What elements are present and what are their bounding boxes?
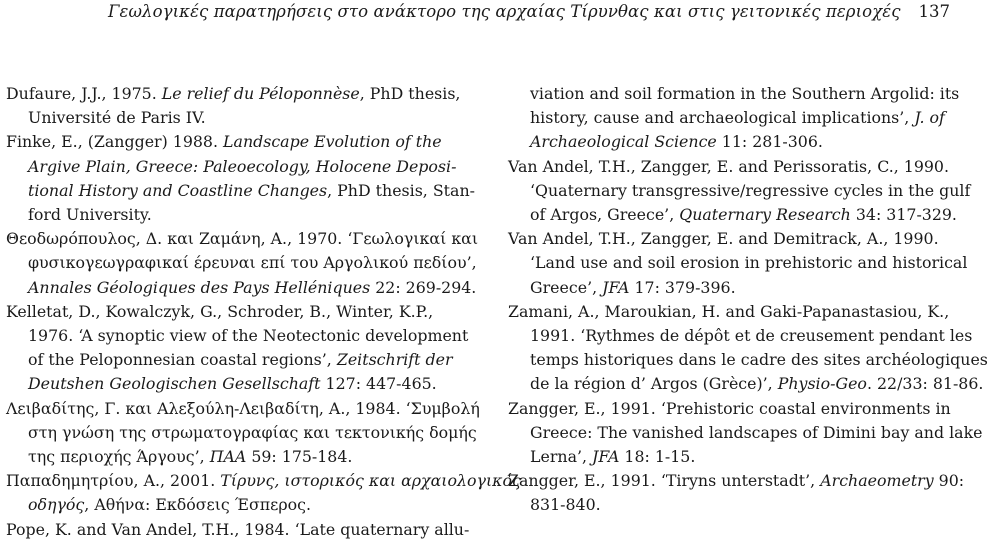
reference-line <box>6 348 466 372</box>
reference-entry <box>6 130 475 227</box>
reference-text-italic: JFA <box>592 447 620 467</box>
reference-text: της περιοχής Άργους’, <box>28 447 210 467</box>
reference-line <box>508 421 983 445</box>
reference-line <box>508 276 953 300</box>
reference-line <box>6 421 477 445</box>
reference-text: of the Peloponnesian coastal regions’, <box>28 350 337 370</box>
reference-line <box>508 324 973 348</box>
reference-text-italic: Argive Plain, Greece: Paleoecology, Holocene Deposi- <box>28 156 457 176</box>
reference-text: Kelletat, D., Kowalczyk, G., Schroder, B., Winter, K.P., <box>6 301 434 321</box>
reference-text-italic: ΠΑΑ <box>209 447 247 467</box>
reference-text: ‘Land use and soil erosion in prehistoric and historical <box>530 253 968 273</box>
reference-text-italic: Deutshen Geologischen Gesellschaft <box>28 374 321 394</box>
reference-text: Zangger, E., 1991. ‘Tiryns unterstadt’, <box>508 471 821 491</box>
reference-text: temps historiques dans le cadre des sites archéologiques <box>530 350 988 370</box>
reference-text-italic: Landscape Evolution of the <box>223 132 442 152</box>
reference-text: 34: 317-329. <box>850 205 957 225</box>
reference-text-italic: Τίρυνς, ιστορικός και αρχαιολογικός <box>220 471 521 491</box>
reference-text: Pope, K. and Van Andel, T.H., 1984. ‘Late quaternary allu- <box>6 519 470 539</box>
reference-entry <box>6 397 480 470</box>
reference-text-italic: Archaeological Science <box>530 132 717 152</box>
reference-text: Λειβαδίτης, Γ. και Αλεξούλη-Λειβαδίτη, Α., 1984. ‘Συμβολή <box>6 398 480 418</box>
reference-line <box>508 372 984 396</box>
reference-entry <box>6 82 466 130</box>
reference-line <box>6 493 466 517</box>
reference-line <box>6 106 466 130</box>
reference-line <box>508 445 953 469</box>
reference-text: Lerna’, <box>530 447 593 467</box>
reference-text: Zangger, E., 1991. ‘Prehistoric coastal environments in <box>508 398 951 418</box>
reference-entry <box>6 469 521 517</box>
reference-text-italic: Archaeometry <box>820 471 934 491</box>
reference-line <box>508 348 988 372</box>
reference-text: Παπαδημητρίου, Α., 2001. <box>6 471 221 491</box>
reference-text: de la région d’ Argos (Grèce)’, <box>530 374 778 394</box>
reference-text: . 22/33: 81-86. <box>866 374 984 394</box>
reference-entry <box>508 300 988 397</box>
reference-line <box>6 227 479 251</box>
reference-text-italic: tional History and Coastline Changes <box>28 180 328 200</box>
reference-text: 90: <box>933 471 965 491</box>
reference-line <box>508 130 953 154</box>
reference-text: , PhD thesis, <box>359 84 461 103</box>
reference-text: ford University. <box>28 205 152 225</box>
running-header <box>0 2 960 26</box>
references-left-column <box>6 82 521 542</box>
reference-text: στη γνώση της στρωματογραφίας και τεκτονικής δομής <box>28 422 477 442</box>
reference-entry <box>508 155 971 228</box>
reference-text: 831-840. <box>530 495 601 515</box>
reference-text: , Αθήνα: Εκδόσεις Έσπερος. <box>84 495 312 515</box>
reference-text-italic: J. of <box>914 108 945 128</box>
page-number: 137 <box>918 2 950 21</box>
reference-text: of Argos, Greece’, <box>530 205 680 225</box>
reference-text-italic: Le relief du Péloponnèse <box>161 84 360 103</box>
reference-line <box>508 82 960 106</box>
reference-line <box>6 445 466 469</box>
reference-line <box>6 469 521 493</box>
reference-text: Dufaure, J.J., 1975. <box>6 84 162 103</box>
reference-text: Greece’, <box>530 277 603 297</box>
reference-line <box>6 82 466 106</box>
reference-line <box>508 155 953 179</box>
reference-text: 18: 1-15. <box>619 447 696 467</box>
reference-line <box>508 397 953 421</box>
reference-entry <box>6 518 470 542</box>
reference-line <box>6 372 466 396</box>
reference-text-italic: οδηγός <box>28 495 85 515</box>
reference-text: 22: 269-294. <box>370 277 477 297</box>
reference-entry <box>508 397 983 470</box>
reference-line <box>6 155 466 179</box>
reference-line <box>508 203 957 227</box>
reference-line <box>6 130 466 154</box>
reference-entry <box>508 469 965 517</box>
reference-text: 11: 281-306. <box>716 132 823 152</box>
reference-entry <box>6 227 479 300</box>
reference-line <box>6 203 466 227</box>
reference-line <box>6 300 466 324</box>
reference-text: , PhD thesis, Stan- <box>327 180 475 200</box>
reference-line <box>6 397 480 421</box>
reference-line <box>508 106 953 130</box>
running-header-title: Γεωλογικές παρατηρήσεις στο ανάκτορο της αρχαίας Τίρυνθας και στις γειτονικές περιοχές <box>108 2 901 21</box>
reference-text: history, cause and archaeological implications’, <box>530 108 915 128</box>
reference-text: 59: 175-184. <box>246 447 353 467</box>
reference-text-italic: Physio-Geo <box>777 374 867 394</box>
reference-text: Zamani, A., Maroukian, H. and Gaki-Papanastasiou, K., <box>508 301 950 321</box>
reference-text-italic: Zeitschrift der <box>336 350 453 370</box>
reference-entry <box>6 300 469 397</box>
reference-text: Université de Paris IV. <box>28 108 206 128</box>
reference-text-italic: JFA <box>602 277 630 297</box>
reference-text: Θεοδωρόπουλος, Δ. και Ζαμάνη, Α., 1970. ‘Γεωλογικαί και <box>6 229 479 249</box>
reference-text-italic: Annales Géologiques des Pays Helléniques <box>28 277 371 297</box>
reference-text: 17: 379-396. <box>629 277 736 297</box>
reference-line <box>508 300 953 324</box>
references-right-column <box>508 82 988 518</box>
reference-text: 127: 447-465. <box>320 374 437 394</box>
reference-line <box>6 251 477 275</box>
reference-line <box>508 493 953 517</box>
reference-line <box>6 518 470 542</box>
reference-text: 1976. ‘A synoptic view of the Neotectonic development <box>28 326 469 346</box>
reference-text: 1991. ‘Rythmes de dépôt et de creusement pendant les <box>530 326 973 346</box>
reference-line <box>508 251 968 275</box>
reference-text: Van Andel, T.H., Zangger, E. and Demitrack, A., 1990. <box>508 229 939 249</box>
reference-line <box>508 469 965 493</box>
reference-entry <box>508 227 968 300</box>
reference-line <box>6 324 469 348</box>
reference-line <box>6 276 477 300</box>
reference-line <box>508 227 953 251</box>
reference-text: ‘Quaternary transgressive/regressive cycles in the gulf <box>530 180 971 200</box>
reference-text: φυσικογεωγραφικαί έρευναι επί του Αργολικού πεδίου’, <box>28 253 477 273</box>
reference-line <box>508 179 971 203</box>
reference-text: Van Andel, T.H., Zangger, E. and Perissoratis, C., 1990. <box>508 156 950 176</box>
reference-text: Finke, E., (Zangger) 1988. <box>6 132 224 152</box>
reference-entry-continuation <box>508 82 960 155</box>
reference-text: Greece: The vanished landscapes of Dimini bay and lake <box>530 422 983 442</box>
reference-line <box>6 179 475 203</box>
reference-text-italic: Quaternary Research <box>679 205 851 225</box>
reference-text: viation and soil formation in the Southern Argolid: its <box>530 84 960 103</box>
